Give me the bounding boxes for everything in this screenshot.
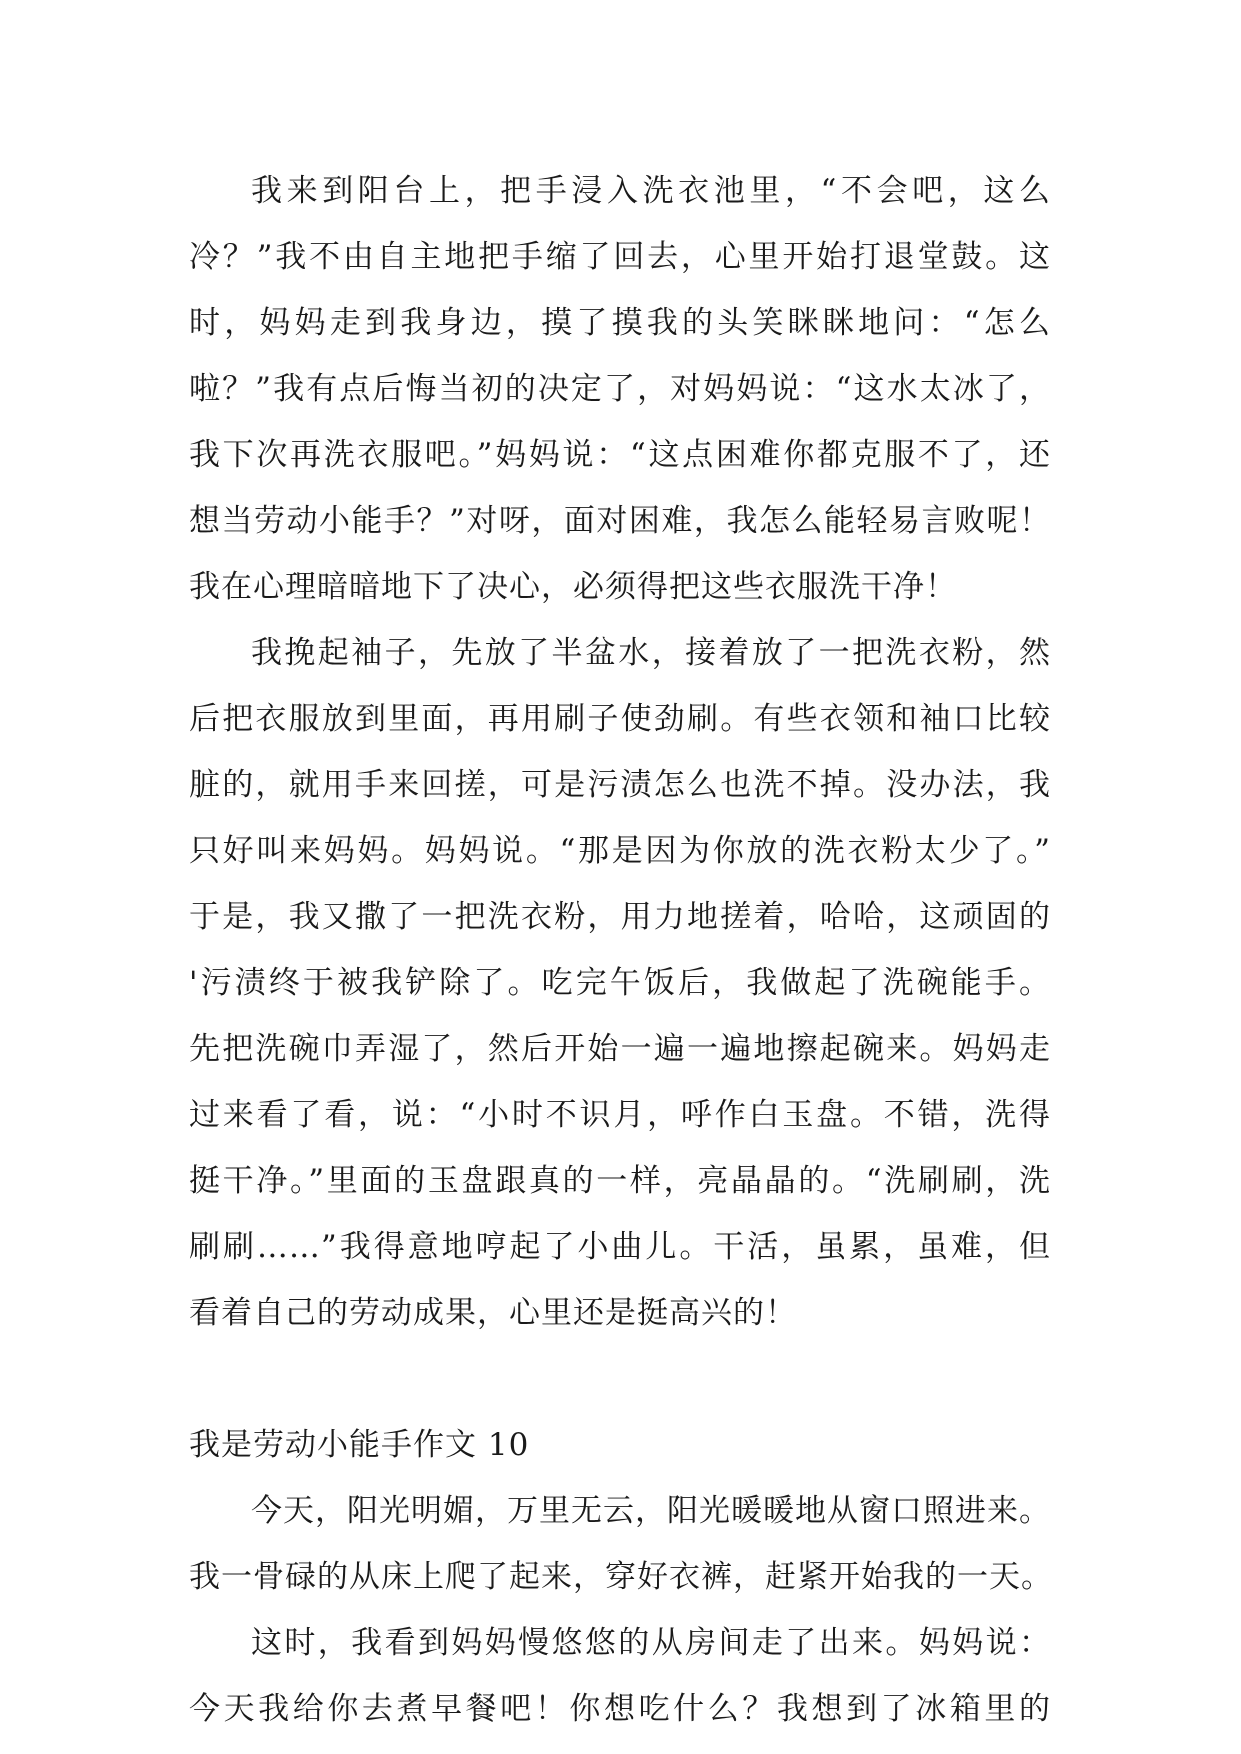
text-line: 我来到阳台上，把手浸入洗衣池里，“不会吧，这么 bbox=[251, 173, 1051, 209]
paragraph-4 bbox=[189, 1610, 1051, 1742]
text-line: 挺干净。”里面的玉盘跟真的一样，亮晶晶的。“洗刷刷，洗 bbox=[189, 1163, 1051, 1199]
text-line: 刷刷……”我得意地哼起了小曲儿。干活，虽累，虽难，但 bbox=[189, 1229, 1051, 1265]
text-line: 先把洗碗巾弄湿了，然后开始一遍一遍地擦起碗来。妈妈走 bbox=[189, 1031, 1051, 1067]
text-line: 后把衣服放到里面，再用刷子使劲刷。有些衣领和袖口比较 bbox=[189, 701, 1051, 737]
text-line: 我在心理暗暗地下了决心，必须得把这些衣服洗干净！ bbox=[189, 569, 957, 605]
text-line: 我下次再洗衣服吧。”妈妈说：“这点困难你都克服不了，还 bbox=[189, 437, 1051, 473]
paragraph-2 bbox=[189, 620, 1051, 1346]
text-line: 只好叫来妈妈。妈妈说。“那是因为你放的洗衣粉太少了。” bbox=[189, 833, 1051, 869]
text-line: 于是，我又撒了一把洗衣粉，用力地搓着，哈哈，这顽固的 bbox=[189, 899, 1051, 935]
paragraph-gap bbox=[189, 1346, 1051, 1412]
text-line: 这时，我看到妈妈慢悠悠的从房间走了出来。妈妈说： bbox=[251, 1625, 1051, 1661]
text-line: 我挽起袖子，先放了半盆水，接着放了一把洗衣粉，然 bbox=[251, 635, 1051, 671]
text-line: 啦？”我有点后悔当初的决定了，对妈妈说：“这水太冰了， bbox=[189, 371, 1051, 407]
text-line: 今天我给你去煮早餐吧！你想吃什么？我想到了冰箱里的 bbox=[189, 1691, 1051, 1727]
text-line: 冷？”我不由自主地把手缩了回去，心里开始打退堂鼓。这 bbox=[189, 239, 1051, 275]
text-line: 今天，阳光明媚，万里无云，阳光暖暖地从窗口照进来。 bbox=[251, 1493, 1051, 1529]
text-line: 我一骨碌的从床上爬了起来，穿好衣裤，赶紧开始我的一天。 bbox=[189, 1559, 1053, 1595]
section-heading: 我是劳动小能手作文 10 bbox=[189, 1427, 530, 1463]
document-body bbox=[189, 158, 1051, 1742]
text-line: 想当劳动小能手？”对呀，面对困难，我怎么能轻易言败呢！ bbox=[189, 503, 1051, 539]
paragraph-1 bbox=[189, 158, 1051, 620]
text-line: '污渍终于被我铲除了。吃完午饭后，我做起了洗碗能手。 bbox=[189, 965, 1051, 1001]
text-line: 过来看了看，说：“小时不识月，呼作白玉盘。不错，洗得 bbox=[189, 1097, 1051, 1133]
text-line: 脏的，就用手来回搓，可是污渍怎么也洗不掉。没办法，我 bbox=[189, 767, 1051, 803]
paragraph-3 bbox=[189, 1478, 1051, 1610]
text-line: 时，妈妈走到我身边，摸了摸我的头笑眯眯地问：“怎么 bbox=[189, 305, 1051, 341]
text-line: 看着自己的劳动成果，心里还是挺高兴的！ bbox=[189, 1295, 797, 1331]
